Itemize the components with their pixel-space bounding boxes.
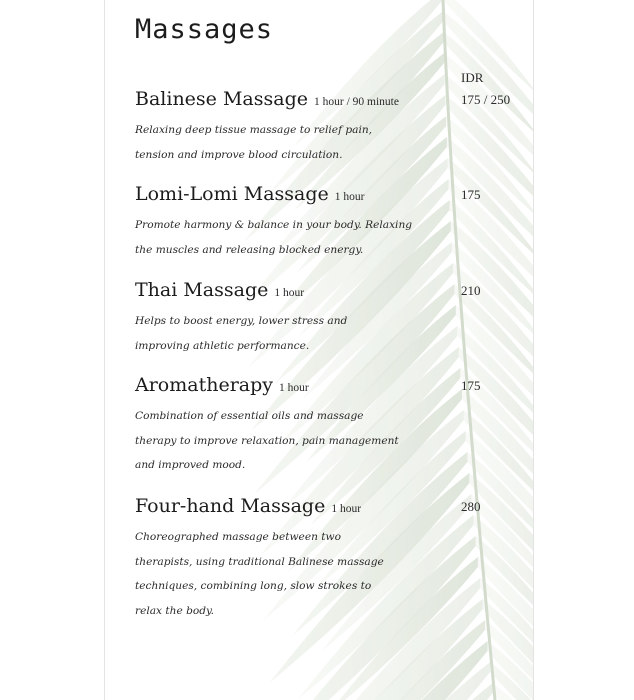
description-line: and improved mood. [135,459,246,471]
item-duration: 1 hour [274,287,305,299]
menu-item-balinese [135,88,525,167]
item-header [135,374,525,402]
item-name: Balinese Massage [135,88,308,110]
description-line: Combination of essential oils and massage [135,410,364,422]
menu-item-lomi-lomi [135,183,525,262]
item-duration: 1 hour / 90 minute [313,96,399,108]
item-price: 175 / 250 [461,92,511,107]
item-header [135,279,525,307]
item-price: 175 [461,378,481,393]
item-header [135,495,525,523]
page-title: Massages [135,14,274,45]
description-line: the muscles and releasing blocked energy. [135,243,364,256]
description-line: relax the body. [135,604,214,617]
item-duration: 1 hour [279,382,309,394]
item-description [135,213,435,262]
description-line: Promote harmony & balance in your body. Relaxing [135,219,413,231]
item-duration: 1 hour [331,503,362,515]
item-price: 280 [461,499,481,514]
description-line: tension and improve blood circulation. [135,148,343,161]
menu-item-four-hand [135,495,525,623]
description-line: Relaxing deep tissue massage to relief pain, [135,124,373,136]
item-header [135,88,525,116]
item-name: Four-hand Massage [135,495,326,517]
description-line: therapy to improve relaxation, pain management [135,434,399,447]
item-header [135,183,525,211]
description-line: therapists, using traditional Balinese massage [135,555,384,568]
item-description [135,404,435,478]
item-duration: 1 hour [334,191,365,203]
menu-item-thai [135,279,525,358]
currency-label: IDR [461,70,484,85]
item-price: 175 [461,187,481,202]
description-line: Helps to boost energy, lower stress and [135,315,348,327]
item-name: Aromatherapy [135,374,274,396]
menu-item-aromatherapy [135,374,525,478]
menu-page [104,0,534,700]
description-line: Choreographed massage between two [135,531,341,543]
item-name: Lomi-Lomi Massage [135,183,329,205]
item-description [135,309,435,358]
item-description [135,525,435,623]
item-description [135,118,435,167]
description-line: techniques, combining long, slow strokes to [135,580,372,592]
description-line: improving athletic performance. [135,339,310,352]
item-price: 210 [461,283,481,298]
item-name: Thai Massage [135,279,269,301]
